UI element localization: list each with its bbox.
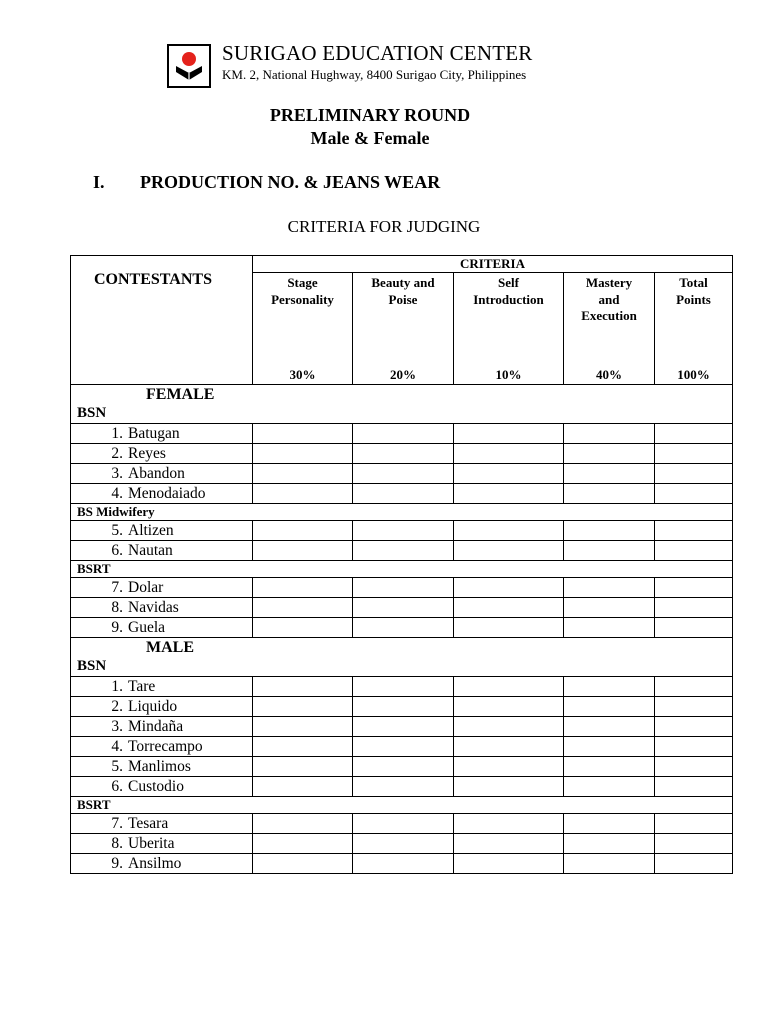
score-cell[interactable] [564,757,655,777]
section-title: PRODUCTION NO. & JEANS WEAR [140,172,441,192]
contestant-name-cell [71,464,253,484]
contestant-number: 4. [111,484,123,502]
score-cell[interactable] [454,464,564,484]
score-cell[interactable] [655,697,733,717]
contestant-name-cell [71,814,253,834]
score-cell[interactable] [564,777,655,797]
contestant-number: 6. [111,777,123,795]
contestant-name: Abandon [128,464,185,482]
scoring-table [70,255,733,874]
score-cell[interactable] [564,521,655,541]
criterion-mastery-execution [564,273,655,385]
score-cell[interactable] [655,618,733,638]
contestant-name-cell [71,697,253,717]
score-cell[interactable] [564,737,655,757]
contestant-name-cell [71,521,253,541]
score-cell[interactable] [564,854,655,874]
program-label: BS Midwifery [71,504,733,521]
score-cell[interactable] [564,464,655,484]
score-cell[interactable] [253,677,353,697]
contestant-name-cell [71,618,253,638]
score-cell[interactable] [454,757,564,777]
criterion-name: Mastery and Execution [581,275,637,323]
gender-section-row [71,385,733,424]
score-cell[interactable] [353,814,454,834]
score-cell[interactable] [253,757,353,777]
contestant-name: Reyes [128,444,166,462]
gender-section-cell [71,385,733,424]
round-title: PRELIMINARY ROUND [269,105,471,125]
score-cell[interactable] [253,814,353,834]
score-cell[interactable] [253,444,353,464]
score-cell[interactable] [253,578,353,598]
contestant-number: 3. [111,464,123,482]
score-cell[interactable] [353,854,454,874]
contestant-name-cell [71,424,253,444]
criterion-total-points [655,273,733,385]
criterion-weight: 30% [289,367,316,382]
contestant-row [71,697,733,717]
score-cell[interactable] [655,677,733,697]
contestant-row [71,464,733,484]
program-label: BSRT [71,561,733,578]
round-subtitle: Male & Female [310,128,430,148]
score-cell[interactable] [564,677,655,697]
score-cell[interactable] [353,717,454,737]
contestant-name-cell [71,541,253,561]
score-cell[interactable] [253,484,353,504]
score-cell[interactable] [353,618,454,638]
score-cell[interactable] [564,444,655,464]
contestant-number: 3. [111,717,123,735]
contestant-name-cell [71,444,253,464]
score-cell[interactable] [253,424,353,444]
org-name: SURIGAO EDUCATION CENTER [222,41,533,65]
score-cell[interactable] [564,484,655,504]
section-number: I. [93,172,105,192]
score-cell[interactable] [454,598,564,618]
contestant-name: Batugan [128,424,180,442]
score-cell[interactable] [454,484,564,504]
score-cell[interactable] [454,717,564,737]
score-cell[interactable] [253,717,353,737]
contestant-name: Tare [128,677,156,695]
contestant-number: 2. [111,444,123,462]
score-cell[interactable] [564,424,655,444]
score-cell[interactable] [454,854,564,874]
contestant-row [71,834,733,854]
score-cell[interactable] [655,598,733,618]
contestant-name-cell [71,484,253,504]
contestant-name: Uberita [128,834,175,852]
score-cell[interactable] [655,737,733,757]
score-cell[interactable] [655,424,733,444]
contestant-row [71,578,733,598]
contestant-number: 1. [111,424,123,442]
score-cell[interactable] [454,578,564,598]
score-cell[interactable] [454,444,564,464]
score-cell[interactable] [353,834,454,854]
contestant-number: 5. [111,757,123,775]
contestant-number: 6. [111,541,123,559]
gender-label: FEMALE [146,386,215,403]
score-cell[interactable] [253,777,353,797]
score-cell[interactable] [564,697,655,717]
contestant-name: Altizen [128,521,174,539]
score-cell[interactable] [454,697,564,717]
criterion-name: Self Introduction [473,275,544,307]
score-cell[interactable] [655,814,733,834]
contestant-name: Menodaiado [128,484,206,502]
score-cell[interactable] [655,578,733,598]
contestant-row [71,618,733,638]
contestant-name: Mindaña [128,717,184,735]
score-cell[interactable] [454,737,564,757]
contestant-row [71,717,733,737]
contestant-name: Custodio [128,777,184,795]
criterion-name: Beauty and Poise [371,275,435,307]
score-cell[interactable] [253,521,353,541]
gender-label: MALE [146,639,194,656]
contestant-name-cell [71,834,253,854]
contestant-row [71,444,733,464]
score-cell[interactable] [454,424,564,444]
score-cell[interactable] [353,578,454,598]
contestant-number: 7. [111,814,123,832]
score-cell[interactable] [454,521,564,541]
score-cell[interactable] [564,834,655,854]
contestant-name: Navidas [128,598,179,616]
score-cell[interactable] [454,618,564,638]
criterion-weight: 100% [677,367,710,382]
contestant-name: Manlimos [128,757,191,775]
score-cell[interactable] [655,757,733,777]
score-cell[interactable] [353,777,454,797]
score-cell[interactable] [353,444,454,464]
contestant-name: Tesara [128,814,169,832]
contestant-number: 2. [111,697,123,715]
contestant-name: Dolar [128,578,164,596]
contestant-row [71,854,733,874]
school-seal-icon [167,44,211,88]
score-cell[interactable] [454,677,564,697]
contestant-name-cell [71,777,253,797]
score-cell[interactable] [353,464,454,484]
contestant-name-cell [71,677,253,697]
score-cell[interactable] [253,618,353,638]
score-cell[interactable] [253,834,353,854]
score-cell[interactable] [655,717,733,737]
contestant-row [71,484,733,504]
contestant-name-cell [71,578,253,598]
criteria-heading: CRITERIA FOR JUDGING [287,217,481,236]
contestant-number: 8. [111,834,123,852]
score-cell[interactable] [353,697,454,717]
score-cell[interactable] [353,541,454,561]
table-header-row [71,256,733,273]
contestant-row [71,677,733,697]
contestant-name: Nautan [128,541,173,559]
program-label: BSRT [71,797,733,814]
score-cell[interactable] [655,464,733,484]
contestant-name-cell [71,757,253,777]
contestant-number: 9. [111,854,123,872]
score-cell[interactable] [353,598,454,618]
criterion-stage-personality [253,273,353,385]
contestant-name: Ansilmo [128,854,182,872]
contestant-row [71,521,733,541]
score-cell[interactable] [655,834,733,854]
contestant-number: 8. [111,598,123,616]
contestant-name-cell [71,854,253,874]
score-cell[interactable] [353,521,454,541]
program-row [71,561,733,578]
score-cell[interactable] [353,757,454,777]
program-row [71,504,733,521]
score-cell[interactable] [655,854,733,874]
contestant-row [71,737,733,757]
score-cell[interactable] [454,814,564,834]
org-address: KM. 2, National Hughway, 8400 Surigao City, Philippines [222,67,527,82]
score-cell[interactable] [253,697,353,717]
score-cell[interactable] [353,677,454,697]
score-cell[interactable] [564,578,655,598]
score-cell[interactable] [253,464,353,484]
contestant-number: 5. [111,521,123,539]
criterion-weight: 20% [390,367,416,382]
score-cell[interactable] [564,618,655,638]
contestant-row [71,757,733,777]
contestant-number: 4. [111,737,123,755]
score-cell[interactable] [454,834,564,854]
score-cell[interactable] [564,541,655,561]
contestant-name-cell [71,598,253,618]
score-cell[interactable] [253,854,353,874]
score-cell[interactable] [353,737,454,757]
program-label: BSN [77,405,107,421]
contestant-row [71,424,733,444]
score-cell[interactable] [454,777,564,797]
score-cell[interactable] [564,814,655,834]
contestant-row [71,541,733,561]
contestant-row [71,598,733,618]
criterion-self-introduction [454,273,564,385]
criterion-name: Stage Personality [271,275,334,307]
score-cell[interactable] [655,777,733,797]
program-label: BSN [77,658,107,674]
contestant-name: Guela [128,618,166,636]
score-cell[interactable] [353,484,454,504]
program-row [71,797,733,814]
contestant-name-cell [71,717,253,737]
score-cell[interactable] [454,541,564,561]
score-cell[interactable] [253,598,353,618]
score-cell[interactable] [253,541,353,561]
criteria-group-header: CRITERIA [253,256,733,273]
contestant-name: Torrecampo [128,737,203,755]
criterion-name: Total Points [676,275,711,307]
score-cell[interactable] [655,541,733,561]
score-cell[interactable] [564,598,655,618]
score-cell[interactable] [253,737,353,757]
contestant-row [71,814,733,834]
score-cell[interactable] [655,521,733,541]
contestant-name: Liquido [128,697,178,715]
criterion-weight: 10% [495,367,522,382]
score-cell[interactable] [353,424,454,444]
score-cell[interactable] [655,444,733,464]
score-cell[interactable] [655,484,733,504]
contestant-number: 7. [111,578,123,596]
criterion-beauty-poise [353,273,454,385]
contestant-row [71,777,733,797]
contestant-name-cell [71,737,253,757]
contestant-number: 1. [111,677,123,695]
contestants-header: CONTESTANTS [71,256,253,385]
criterion-weight: 40% [596,367,622,382]
gender-section-cell [71,638,733,677]
contestant-number: 9. [111,618,123,636]
gender-section-row [71,638,733,677]
score-cell[interactable] [564,717,655,737]
